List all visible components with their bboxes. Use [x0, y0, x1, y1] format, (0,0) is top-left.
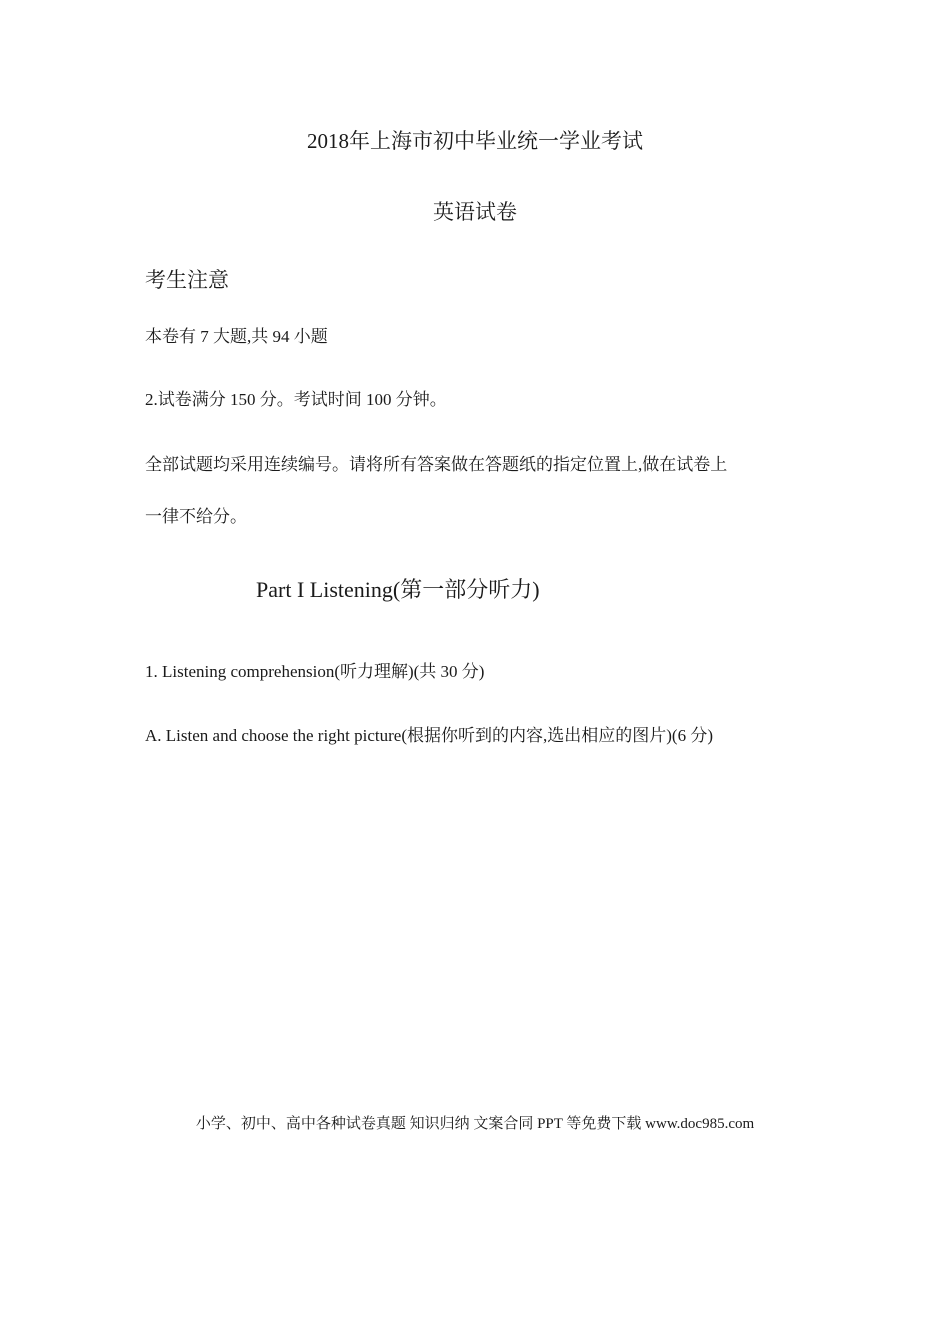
section-heading-listening-comprehension: 1. Listening comprehension(听力理解)(共 30 分): [145, 662, 485, 681]
notice-item-3-line-2: 一律不给分。: [145, 507, 247, 526]
notice-heading: 考生注意: [145, 268, 229, 292]
exam-subtitle: 英语试卷: [433, 200, 517, 224]
page-footer: 小学、初中、高中各种试卷真题 知识归纳 文案合同 PPT 等免费下载 www.doc985.com: [195, 1116, 755, 1132]
notice-item-1: 本卷有 7 大题,共 94 小题: [145, 327, 328, 346]
notice-item-2: 2.试卷满分 150 分。考试时间 100 分钟。: [145, 390, 447, 409]
notice-item-3-line-1: 全部试题均采用连续编号。请将所有答案做在答题纸的指定位置上,做在试卷上: [145, 455, 728, 474]
part-heading: Part I Listening(第一部分听力): [256, 577, 540, 602]
exam-title: 2018年上海市初中毕业统一学业考试: [307, 129, 643, 153]
section-heading-choose-picture: A. Listen and choose the right picture(根据你听到的内容,选出相应的图片)(6 分): [145, 726, 713, 745]
